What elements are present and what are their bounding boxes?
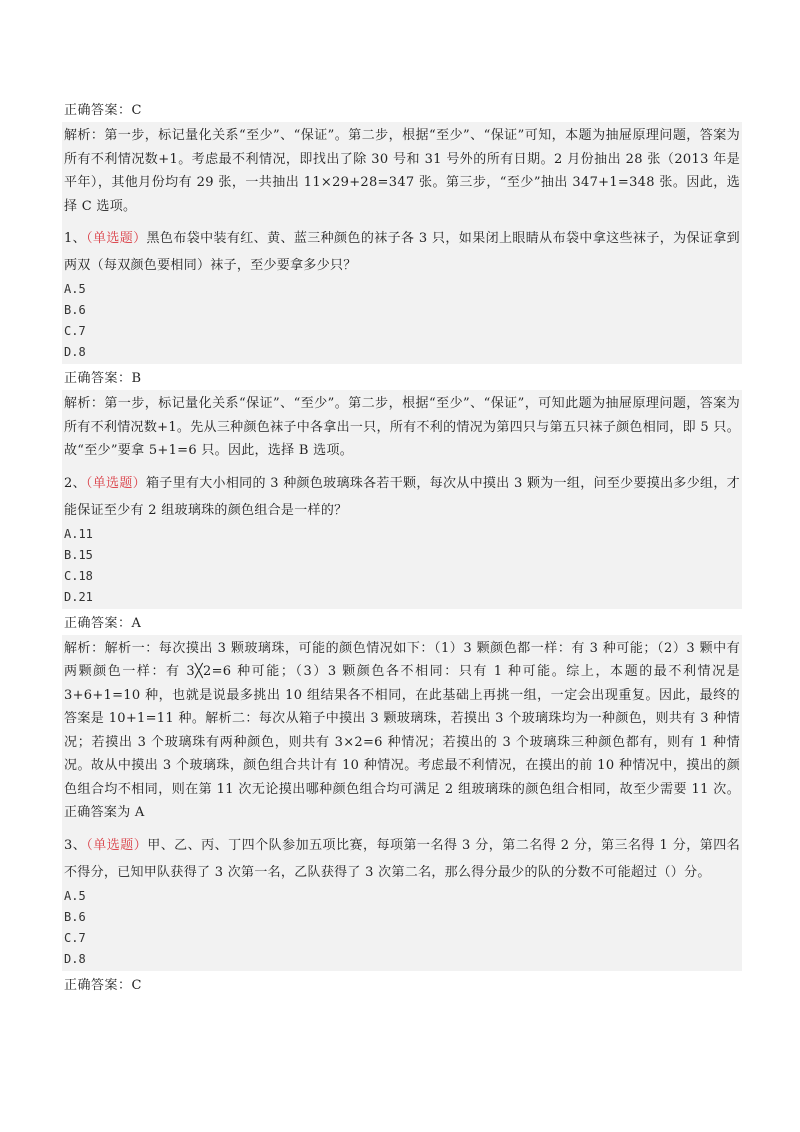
option-c[interactable]: C.18	[64, 568, 93, 583]
question-stem	[62, 466, 742, 524]
question-text: 甲、乙、丙、丁四个队参加五项比赛，每项第一名得 3 分，第二名得 2 分，第三名得 1 分，第四名不得分，已知甲队获得了 3 次第一名，乙队获得了 3 次第二名，那么得分最少的队的分数不可能超过（）分。	[64, 837, 740, 880]
option-list	[62, 886, 742, 971]
option-a[interactable]: A.5	[64, 282, 86, 296]
option-d[interactable]: D.8	[64, 951, 86, 966]
question-stem	[62, 221, 742, 279]
option-d[interactable]: D.8	[64, 345, 86, 359]
correct-answer: 正确答案：C	[64, 977, 142, 993]
option-list	[62, 524, 742, 609]
explanation: 解析：第一步，标记量化关系“保证”、“至少”。第二步，根据“至少”、“保证”，可知此题为抽屉原理问题，答案为所有不利情况数+1。先从三种颜色袜子中各拿出一只，所有不利的情况为第四只与第五只袜子颜色相同，即 5 只。故“至少”要拿 5+1=6 只。因此，选择 B 选项。	[62, 390, 742, 466]
question-card	[62, 828, 742, 971]
correct-answer: 正确答案：C	[64, 103, 142, 118]
question-card	[62, 221, 742, 364]
question-card	[62, 466, 742, 609]
question-number: 3、	[64, 837, 87, 853]
document-page	[62, 100, 742, 997]
option-c[interactable]: C.7	[64, 324, 86, 338]
option-list	[62, 279, 742, 364]
explanation: 解析：解析一：每次摸出 3 颗玻璃珠，可能的颜色情况如下：（1）3 颗颜色都一样：有 3 种可能；（2）3 颗中有两颗颜色一样：有 3╳2=6 种可能；（3）3 颗颜色各不相同：只有 1 种可能。综上，本题的最不利情况是 3+6+1=10 种，也就是说最多挑出 10 组结果各不相同，在此基础上再挑一组，一定会出现重复。因此，最终的答案是 10+1=11 种。解析二：每次从箱子中摸出 3 颗玻璃珠，若摸出 3 个玻璃珠均为一种颜色，则共有 3 种情况；若摸出 3 个玻璃珠有两种颜色，则共有 3×2=6 种情况；若摸出的 3 个玻璃珠三种颜色都有，则有 1 种情况。故从中摸出 3 个玻璃珠，颜色组合共计有 10 种情况。考虑最不利情况，在摸出的前 10 种情况中，摸出的颜色组合均不相同，则在第 11 次无论摸出哪种颜色组合均可满足 2 组玻璃珠的颜色组合相同，故至少需要 11 次。正确答案为 A	[62, 635, 742, 828]
option-d[interactable]: D.21	[64, 589, 93, 604]
question-type-label: （单选题）	[85, 475, 146, 491]
explanation: 解析：第一步，标记量化关系“至少”、“保证”。第二步，根据“至少”、“保证”可知，本题为抽屉原理问题，答案为所有不利情况数+1。考虑最不利情况，即找出了除 30 号和 31 号外的所有日期。2 月份抽出 28 张（2013 年是平年），其他月份均有 29 张，一共抽出 11×29+28=347 张。第三步，“至少”抽出 347+1=348 张。因此，选择 C 选项。	[62, 122, 742, 221]
correct-answer: 正确答案：A	[64, 615, 142, 631]
option-a[interactable]: A.11	[64, 526, 93, 541]
option-b[interactable]: B.6	[64, 303, 86, 317]
question-number: 1、	[64, 231, 87, 246]
question-text: 箱子里有大小相同的 3 种颜色玻璃珠各若干颗，每次从中摸出 3 颗为一组，问至少要摸出多少组，才能保证至少有 2 组玻璃珠的颜色组合是一样的？	[64, 475, 740, 518]
correct-answer: 正确答案：B	[64, 371, 142, 386]
option-a[interactable]: A.5	[64, 888, 86, 903]
question-stem	[62, 828, 742, 886]
option-b[interactable]: B.15	[64, 547, 93, 562]
question-text: 黑色布袋中装有红、黄、蓝三种颜色的袜子各 3 只，如果闭上眼睛从布袋中拿这些袜子，为保证拿到两双（每双颜色要相同）袜子，至少要拿多少只？	[64, 231, 740, 273]
question-number: 2、	[64, 475, 86, 491]
question-type-label: （单选题）	[86, 837, 148, 853]
question-type-label: （单选题）	[86, 231, 147, 246]
option-b[interactable]: B.6	[64, 909, 86, 924]
option-c[interactable]: C.7	[64, 930, 86, 945]
